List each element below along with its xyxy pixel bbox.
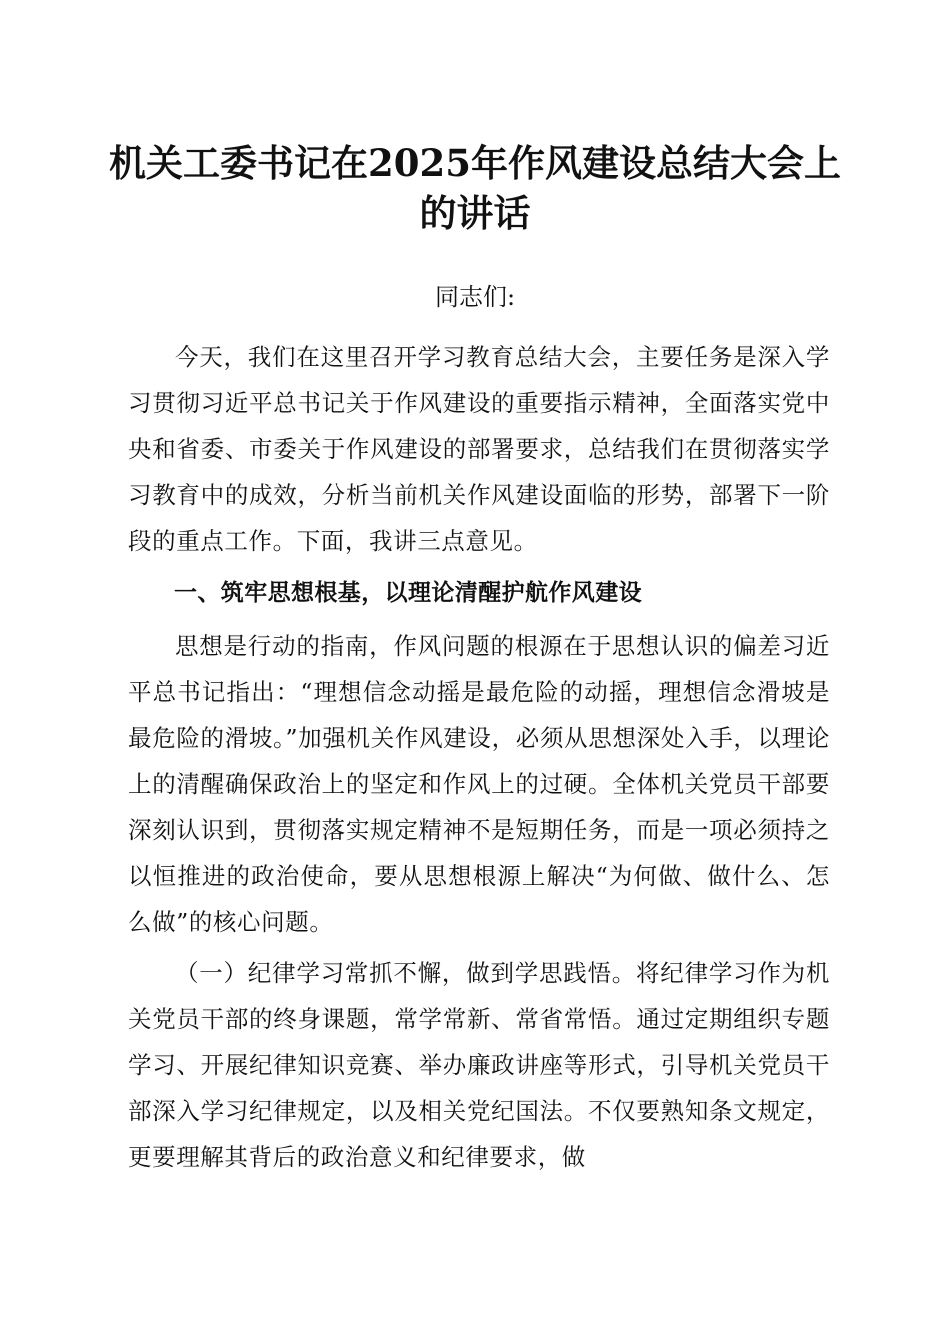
subsection-paragraph: （一）纪律学习常抓不懈，做到学思践悟。将纪律学习作为机关党员干部的终身课题，常学常新、常省常悟。通过定期组织专题学习、开展纪律知识竞赛、举办廉政讲座等形式，引导机关党员干部深入学习纪律规定，以及相关党纪国法。不仅要熟知条文规定，更要理解其背后的政治意义和纪律要求，做 (128, 959, 830, 1171)
section-heading: 一、筑牢思想根基，以理论清醒护航作风建设 (174, 580, 642, 606)
opening-paragraph: 今天，我们在这里召开学习教育总结大会，主要任务是深入学习贯彻习近平总书记关于作风建设的重要指示精神，全面落实党中央和省委、市委关于作风建设的部署要求，总结我们在贯彻落实学习教育中的成效，分析当前机关作风建设面临的形势，部署下一阶段的重点工作。下面，我讲三点意见。 (128, 343, 830, 555)
section-paragraph: 思想是行动的指南，作风问题的根源在于思想认识的偏差习近平总书记指出：“理想信念动摇是最危险的动摇，理想信念滑坡是最危险的滑坡。”加强机关作风建设，必须从思想深处入手，以理论上的清醒确保政治上的坚定和作风上的过硬。全体机关党员干部要深刻认识到，贯彻落实规定精神不是短期任务，而是一项必须持之以恒推进的政治使命，要从思想根源上解决“为何做、做什么、怎么做”的核心问题。 (128, 632, 830, 936)
salutation: 同志们: (434, 283, 516, 311)
document-title: 机关工委书记在2025年作风建设总结大会上的讲话 (109, 141, 841, 235)
